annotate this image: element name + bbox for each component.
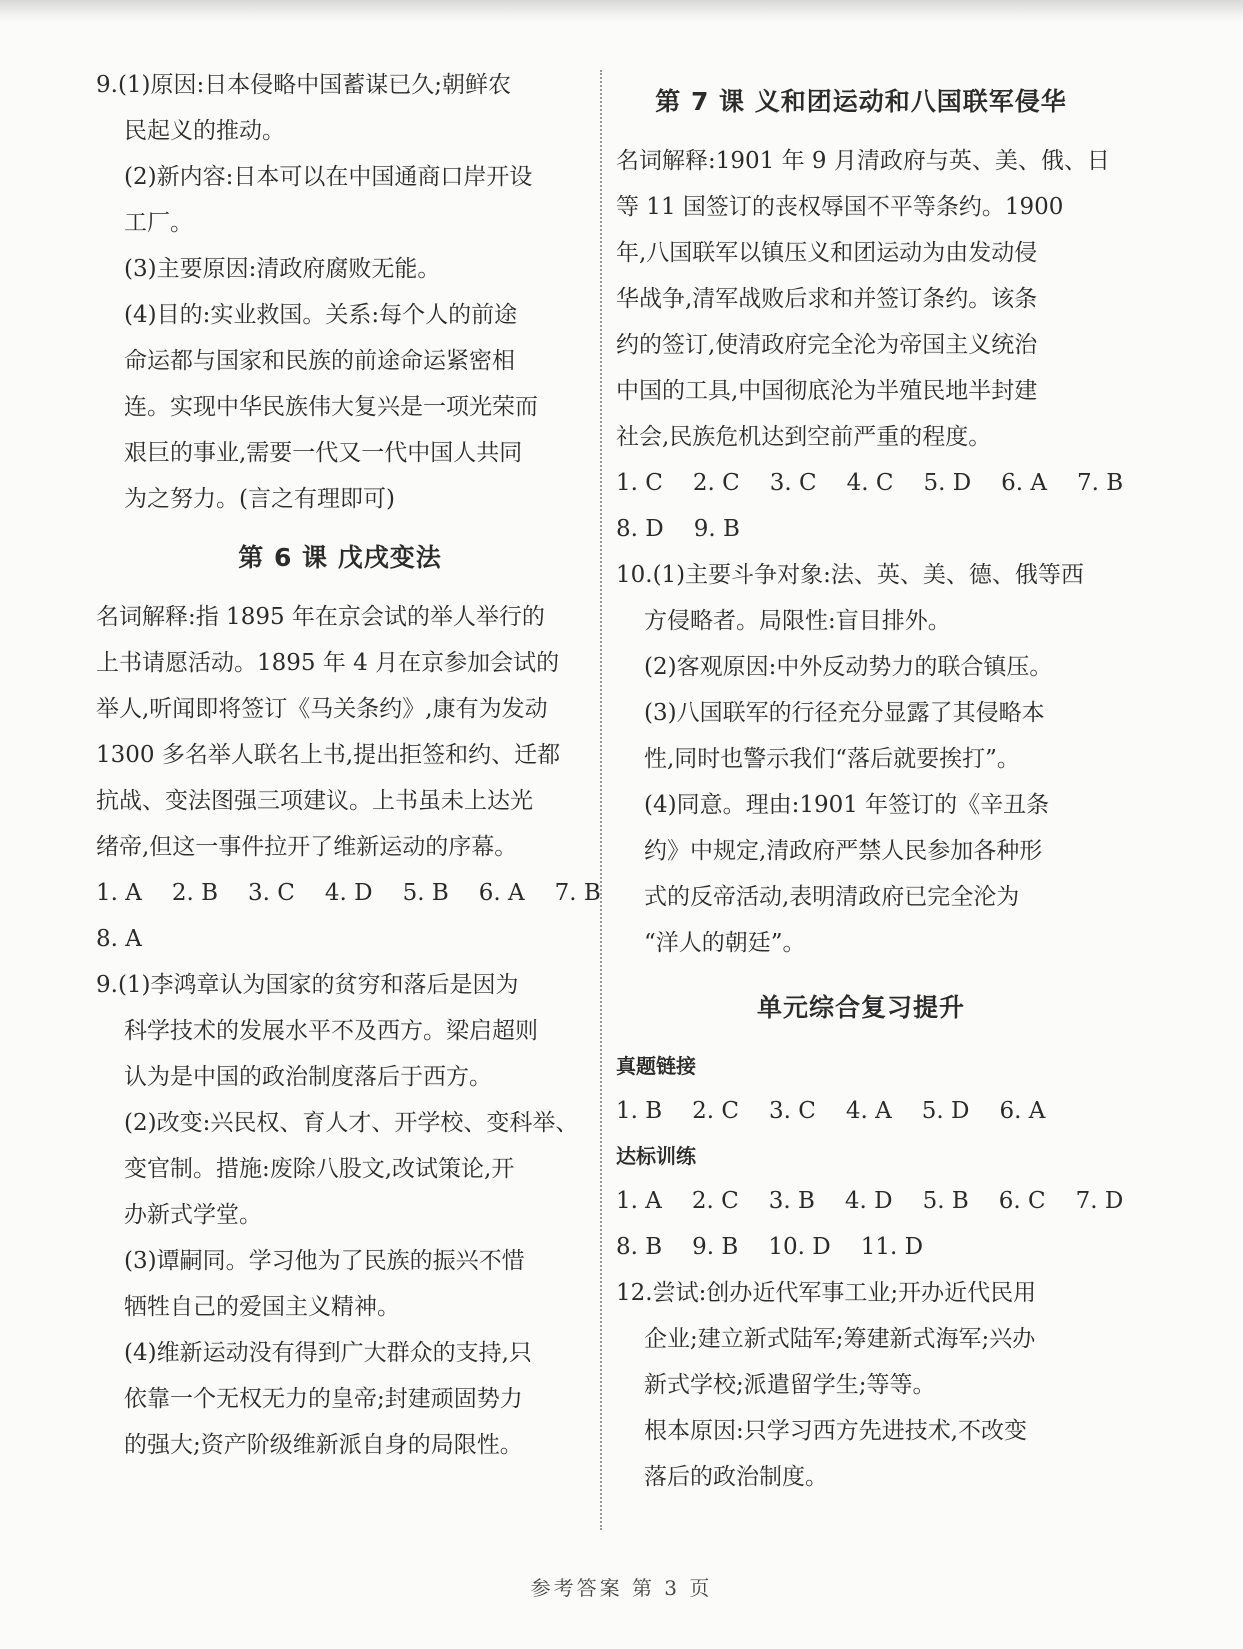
answer: 1. C [616, 470, 663, 496]
column-divider [600, 70, 602, 1530]
text-line: 社会,民族危机达到空前严重的程度。 [616, 424, 992, 450]
answer: 9. B [693, 516, 740, 542]
text-line: 艰巨的事业,需要一代又一代中国人共同 [124, 440, 523, 466]
text-line: 民起义的推动。 [124, 118, 285, 144]
lesson7-choice-answers [616, 460, 1124, 506]
answer: 2. C [691, 1188, 739, 1214]
q9-lesson5-answer [96, 62, 584, 522]
scan-top-edge [0, 0, 1243, 22]
answer: 3. C [769, 470, 817, 496]
text-line: 依靠一个无权无力的皇帝;封建顽固势力 [124, 1386, 523, 1412]
text-line: 10.(1)主要斗争对象:法、英、美、德、俄等西 [616, 562, 1084, 588]
text-line: 连。实现中华民族伟大复兴是一项光荣而 [124, 394, 538, 420]
text-line: (3)八国联军的行径充分显露了其侵略本 [644, 700, 1045, 726]
text-line: (2)改变:兴民权、育人才、开学校、变科举、 [124, 1110, 579, 1136]
answer: 7. B [1077, 470, 1124, 496]
text-line: 牺牲自己的爱国主义精神。 [124, 1294, 400, 1320]
text-line: (2)新内容:日本可以在中国通商口岸开设 [124, 164, 533, 190]
text-line: 工厂。 [124, 210, 193, 236]
page-footer: 参考答案 第 3 页 [530, 1576, 713, 1600]
text-line: 9.(1)原因:日本侵略中国蓄谋已久;朝鲜农 [96, 72, 512, 98]
text-line: 9.(1)李鸿章认为国家的贫穷和落后是因为 [96, 972, 519, 998]
lesson7-term-explanation [616, 138, 1110, 460]
text-line: 认为是中国的政治制度落后于西方。 [124, 1064, 492, 1090]
answer: 4. C [846, 470, 894, 496]
text-line: 年,八国联军以镇压义和团运动为由发动侵 [616, 240, 1038, 266]
text-line: 新式学校;派遣留学生;等等。 [644, 1372, 936, 1398]
answer: 10. D [768, 1234, 831, 1260]
text-line: 抗战、变法图强三项建议。上书虽未上达光 [96, 788, 533, 814]
text-line: 名词解释:指 1895 年在京会试的举人举行的 [96, 604, 545, 630]
answer: 1. B [616, 1098, 663, 1124]
text-line: (4)同意。理由:1901 年签订的《辛丑条 [644, 792, 1050, 818]
text-line: 科学技术的发展水平不及西方。梁启超则 [124, 1018, 538, 1044]
answer: 8. D [616, 516, 664, 542]
answer: 7. B [554, 880, 601, 906]
text-line: 约》中规定,清政府严禁人民参加各种形 [644, 838, 1043, 864]
text-line: 方侵略者。局限性:盲目排外。 [644, 608, 951, 634]
answer: 3. C [769, 1098, 816, 1124]
text-line: 式的反帝活动,表明清政府已完全沦为 [644, 884, 1020, 910]
text-line: 12.尝试:创办近代军事工业;开办近代民用 [616, 1280, 1037, 1306]
answer: 6. A [478, 880, 525, 906]
text-line: (2)客观原因:中外反动势力的联合镇压。 [644, 654, 1053, 680]
answer: 11. D [860, 1234, 924, 1260]
lesson6-title: 第 6 课 戊戌变法 [238, 543, 442, 572]
answer: 4. A [845, 1098, 892, 1124]
answer: 1. A [616, 1188, 662, 1214]
text-line: 华战争,清军战败后求和并签订条约。该条 [616, 286, 1038, 312]
text-line: (4)目的:实业救国。关系:每个人的前途 [124, 302, 518, 328]
answer: 2. C [692, 470, 740, 496]
answer: 3. B [768, 1188, 815, 1214]
text-line: “洋人的朝廷”。 [644, 930, 806, 956]
answer: 6. A [999, 1098, 1046, 1124]
lesson7-title: 第 7 课 义和团运动和八国联军侵华 [655, 87, 1067, 116]
right-column [616, 62, 1124, 1500]
answer: 8. A [96, 926, 142, 952]
answer: 6. C [998, 1188, 1046, 1214]
text-line: (3)谭嗣同。学习他为了民族的振兴不惜 [124, 1248, 525, 1274]
answer: 2. C [692, 1098, 740, 1124]
answer: 1. A [96, 880, 142, 906]
text-line: 变官制。措施:废除八股文,改试策论,开 [124, 1156, 515, 1182]
training-heading: 达标训练 [616, 1144, 696, 1168]
text-line: 的强大;资产阶级维新派自身的局限性。 [124, 1432, 523, 1458]
text-line: 约的签订,使清政府完全沦为帝国主义统治 [616, 332, 1038, 358]
text-line: 举人,听闻即将签订《马关条约》,康有为发动 [96, 696, 548, 722]
answer: 2. B [171, 880, 219, 906]
training-answers [616, 1178, 1124, 1224]
unit-q12-answer [616, 1270, 1106, 1500]
lesson6-term-explanation [96, 594, 584, 870]
answer: 7. D [1075, 1188, 1124, 1214]
text-line: (4)维新运动没有得到广大群众的支持,只 [124, 1340, 532, 1366]
text-line: 等 11 国签订的丧权辱国不平等条约。1900 [616, 194, 1064, 220]
answer: 5. D [923, 470, 972, 496]
text-line: 办新式学堂。 [124, 1202, 262, 1228]
lesson6-choice-answers-2 [96, 916, 584, 962]
answer: 6. A [1001, 470, 1048, 496]
text-line: 1300 多名举人联名上书,提出拒签和约、迁都 [96, 742, 561, 768]
unit-review-title: 单元综合复习提升 [756, 993, 965, 1022]
text-line: 根本原因:只学习西方先进技术,不改变 [644, 1418, 1028, 1444]
answer: 5. D [921, 1098, 970, 1124]
text-line: 为之努力。(言之有理即可) [124, 486, 395, 512]
lesson7-choice-answers-2 [616, 506, 1106, 552]
answer: 8. B [616, 1234, 663, 1260]
answer: 5. B [402, 880, 449, 906]
text-line: 名词解释:1901 年 9 月清政府与英、美、俄、日 [616, 148, 1110, 174]
text-line: 绪帝,但这一事件拉开了维新运动的序幕。 [96, 834, 518, 860]
lesson7-q10-answer [616, 552, 1106, 966]
answer: 4. D [324, 880, 373, 906]
answer: 3. C [248, 880, 295, 906]
real-exam-heading: 真题链接 [616, 1054, 696, 1078]
answer: 4. D [844, 1188, 893, 1214]
text-line: 中国的工具,中国彻底沦为半殖民地半封建 [616, 378, 1038, 404]
real-exam-answers [616, 1088, 1106, 1134]
answer: 5. B [922, 1188, 969, 1214]
text-line: (3)主要原因:清政府腐败无能。 [124, 256, 441, 282]
text-line: 上书请愿活动。1895 年 4 月在京参加会试的 [96, 650, 560, 676]
text-line: 命运都与国家和民族的前途命运紧密相 [124, 348, 515, 374]
training-answers-2 [616, 1224, 1106, 1270]
lesson6-q9-answer [96, 962, 584, 1468]
text-line: 落后的政治制度。 [644, 1464, 828, 1490]
lesson6-choice-answers [96, 870, 601, 916]
text-line: 企业;建立新式陆军;筹建新式海军;兴办 [644, 1326, 1036, 1352]
left-column [96, 62, 601, 1468]
answer: 9. B [692, 1234, 739, 1260]
text-line: 性,同时也警示我们“落后就要挨打”。 [644, 746, 1020, 772]
